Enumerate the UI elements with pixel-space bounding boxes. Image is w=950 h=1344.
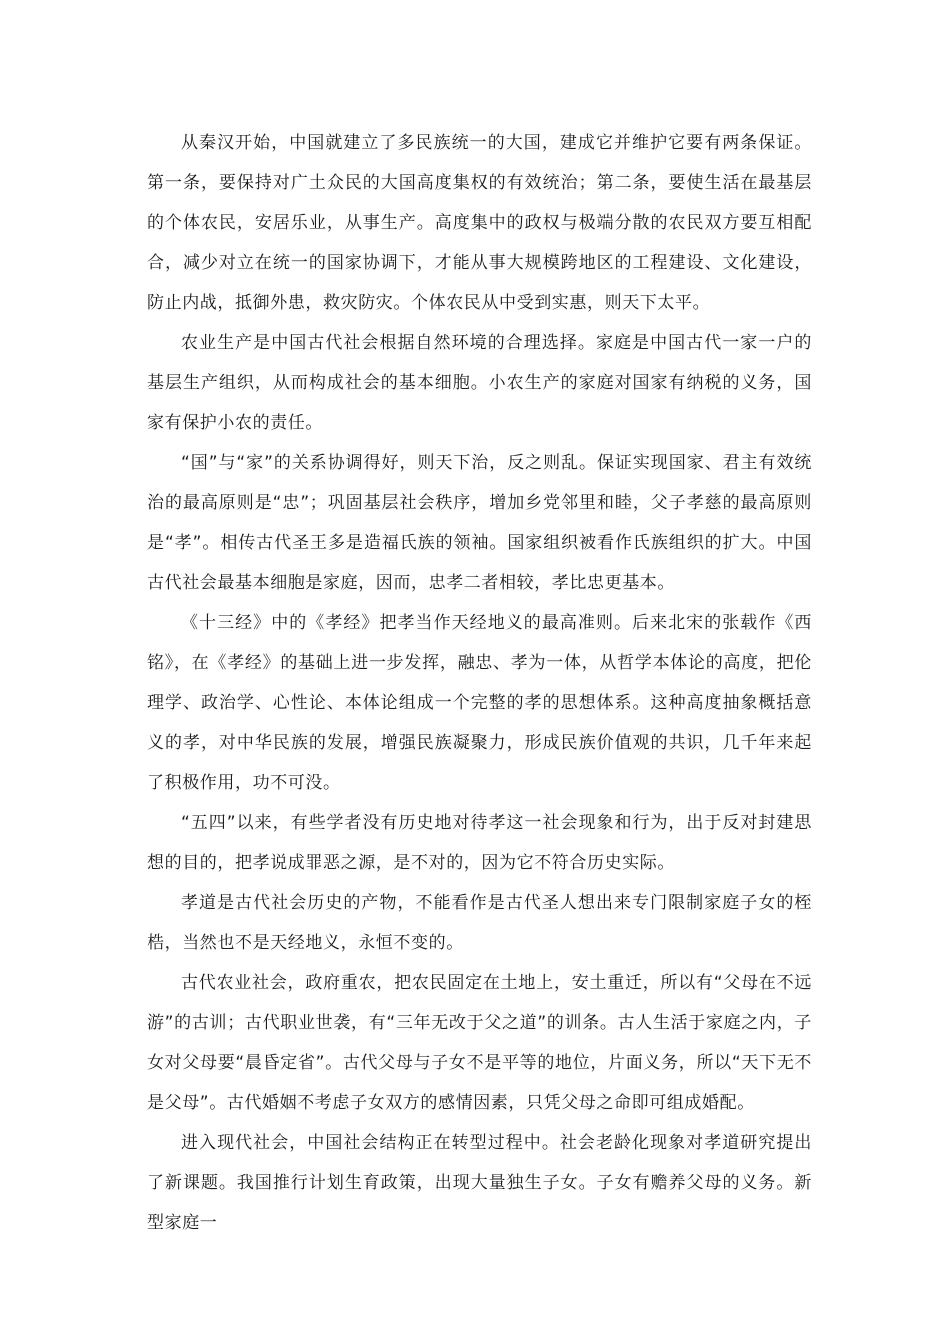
paragraph-modern-society: 进入现代社会，中国社会结构正在转型过程中。社会老龄化现象对孝道研究提出了新课题。我国推行计划生育政策，出现大量独生子女。子女有赡养父母的义务。新型家庭一 (147, 1133, 812, 1233)
paragraph-may-fourth: “五四”以来，有些学者没有历史地对待孝这一社会现象和行为，出于反对封建思想的目的，把孝说成罪恶之源，是不对的，因为它不符合历史实际。 (147, 813, 812, 873)
document-body (147, 123, 812, 1243)
paragraph-state-and-family: “国”与“家”的关系协调得好，则天下治，反之则乱。保证实现国家、君主有效统治的最高原则是“忠”；巩固基层社会秩序，增加乡党邻里和睦，父子孝慈的最高原则是“孝”。相传古代圣王多是造福氏族的领袖。国家组织被看作氏族组织的扩大。中国古代社会最基本细胞是家庭，因而，忠孝二者相较，孝比忠更基本。 (147, 453, 812, 593)
paragraph-qin-han-unification: 从秦汉开始，中国就建立了多民族统一的大国，建成它并维护它要有两条保证。第一条，要保持对广土众民的大国高度集权的有效统治；第二条，要使生活在最基层的个体农民，安居乐业，从事生产。高度集中的政权与极端分散的农民双方要互相配合，减少对立在统一的国家协调下，才能从事大规模跨地区的工程建设、文化建设，防止内战，抵御外患，救灾防灾。个体农民从中受到实惠，则天下太平。 (147, 133, 812, 313)
paragraph-ancient-agricultural-society: 古代农业社会，政府重农，把农民固定在土地上，安土重迁，所以有“父母在不远游”的古训；古代职业世袭，有“三年无改于父之道”的训条。古人生活于家庭之内，子女对父母要“晨昏定省”。古代父母与子女不是平等的地位，片面义务，所以“天下无不是父母”。古代婚姻不考虑子女双方的感情因素，只凭父母之命即可组成婚配。 (147, 973, 812, 1113)
paragraph-classic-of-filial-piety: 《十三经》中的《孝经》把孝当作天经地义的最高准则。后来北宋的张载作《西铭》，在《孝经》的基础上进一步发挥，融忠、孝为一体，从哲学本体论的高度，把伦理学、政治学、心性论、本体论组成一个完整的孝的思想体系。这种高度抽象概括意义的孝，对中华民族的发展，增强民族凝聚力，形成民族价值观的共识，几千年来起了积极作用，功不可没。 (147, 613, 812, 793)
paragraph-agricultural-production: 农业生产是中国古代社会根据自然环境的合理选择。家庭是中国古代一家一户的基层生产组织，从而构成社会的基本细胞。小农生产的家庭对国家有纳税的义务，国家有保护小农的责任。 (147, 333, 812, 433)
paragraph-filial-piety-history: 孝道是古代社会历史的产物，不能看作是古代圣人想出来专门限制家庭子女的桎梏，当然也不是天经地义，永恒不变的。 (147, 893, 812, 953)
